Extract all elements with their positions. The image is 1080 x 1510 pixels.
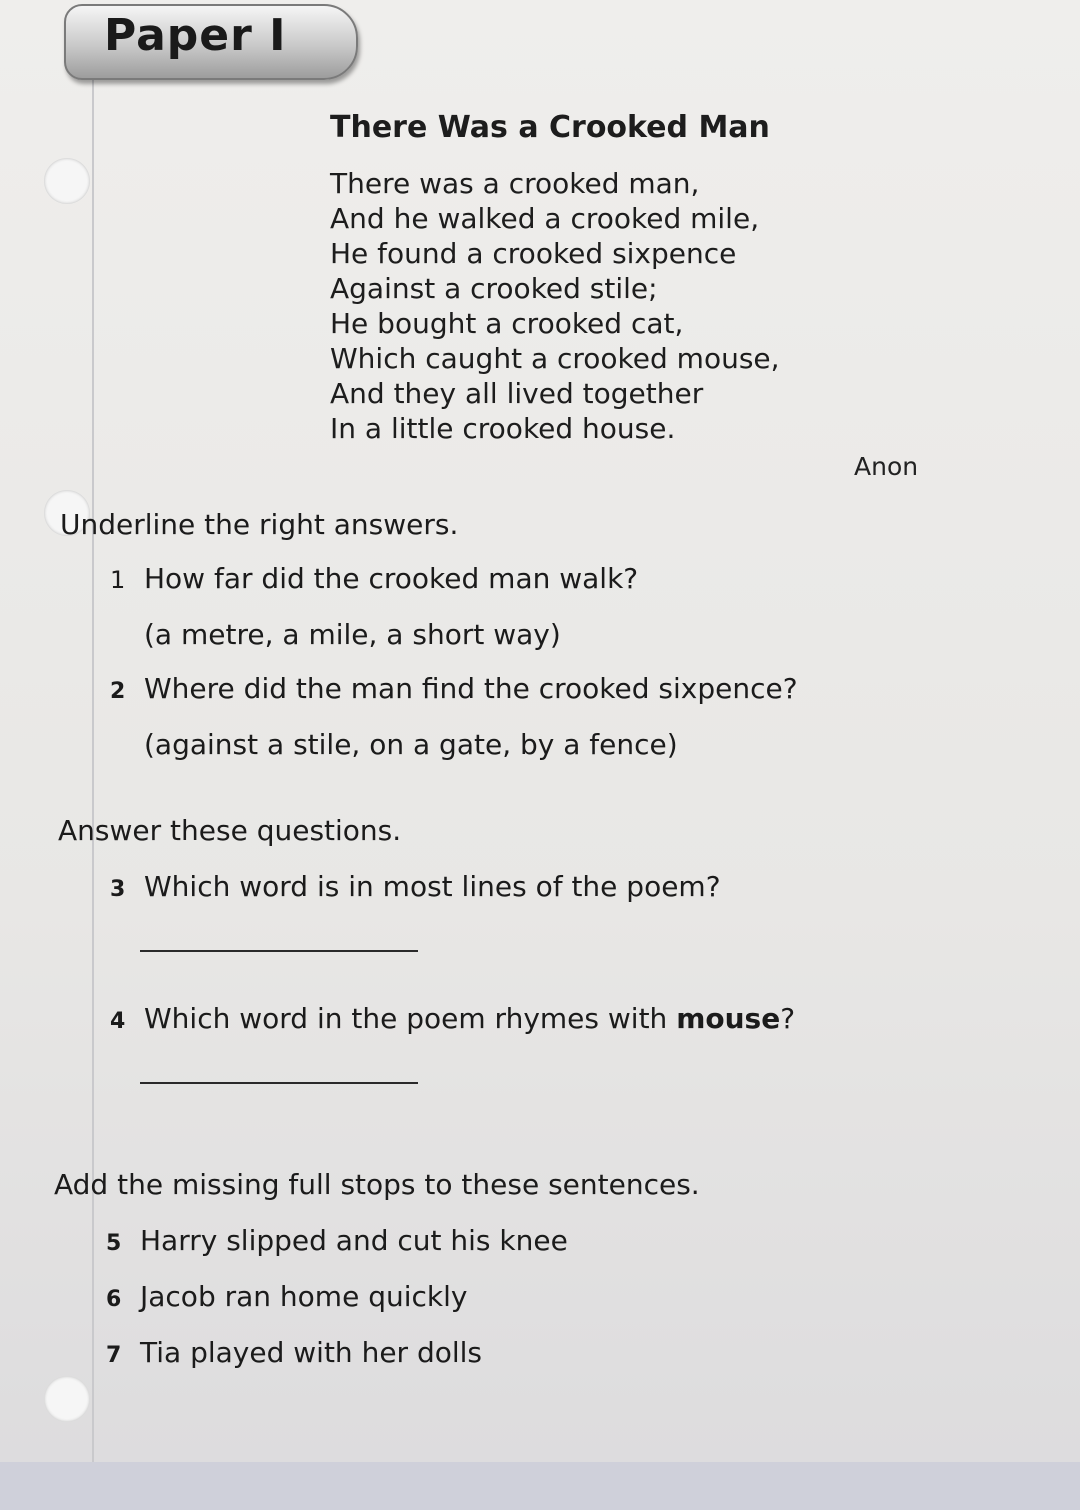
answer-options-1[interactable]: (a metre, a mile, a short way) (144, 618, 561, 651)
question-2 (110, 672, 798, 705)
poem-title: There Was a Crooked Man (330, 110, 770, 145)
question-text-end: ? (780, 1002, 796, 1035)
question-text: Which word is in most lines of the poem? (144, 870, 721, 903)
sentence-6[interactable] (106, 1280, 467, 1313)
question-keyword: mouse (676, 1002, 781, 1035)
margin-rule (92, 80, 94, 1500)
question-number: 4 (110, 1009, 126, 1034)
poem-body (330, 166, 780, 446)
question-text: Where did the man find the crooked sixpence? (144, 672, 798, 705)
section-instruction-answer: Answer these questions. (58, 814, 402, 847)
binder-hole (44, 158, 90, 204)
answer-line-3[interactable] (140, 950, 418, 952)
answer-line-4[interactable] (140, 1082, 418, 1084)
question-number: 2 (110, 679, 126, 704)
question-3 (110, 870, 721, 903)
paper-title: Paper I (104, 10, 287, 61)
poem-line: In a little crooked house. (330, 412, 676, 445)
question-number: 1 (110, 566, 126, 594)
question-4 (110, 1002, 795, 1035)
sentence-text: Harry slipped and cut his knee (140, 1224, 568, 1257)
footer-strip (0, 1462, 1080, 1510)
question-1 (110, 562, 638, 595)
section-instruction-underline: Underline the right answers. (60, 508, 459, 541)
sentence-number: 7 (106, 1343, 122, 1368)
poem-line: And he walked a crooked mile, (330, 202, 760, 235)
poem-line: He bought a crooked cat, (330, 307, 684, 340)
sentence-number: 6 (106, 1287, 122, 1312)
poem-line: There was a crooked man, (330, 167, 700, 200)
binder-hole (44, 1376, 90, 1422)
sentence-7[interactable] (106, 1336, 482, 1369)
sentence-text: Jacob ran home quickly (140, 1280, 468, 1313)
poem-line: Against a crooked stile; (330, 272, 658, 305)
poem-author: Anon (854, 452, 919, 481)
sentence-number: 5 (106, 1231, 122, 1256)
poem-line: And they all lived together (330, 377, 704, 410)
section-instruction-full-stops: Add the missing full stops to these sentences. (54, 1168, 700, 1201)
answer-options-2[interactable]: (against a stile, on a gate, by a fence) (144, 728, 678, 761)
question-text: How far did the crooked man walk? (144, 562, 639, 595)
sentence-text: Tia played with her dolls (140, 1336, 483, 1369)
sentence-5[interactable] (106, 1224, 568, 1257)
poem-line: Which caught a crooked mouse, (330, 342, 780, 375)
question-number: 3 (110, 877, 126, 902)
question-text: Which word in the poem rhymes with (144, 1002, 677, 1035)
poem-line: He found a crooked sixpence (330, 237, 737, 270)
